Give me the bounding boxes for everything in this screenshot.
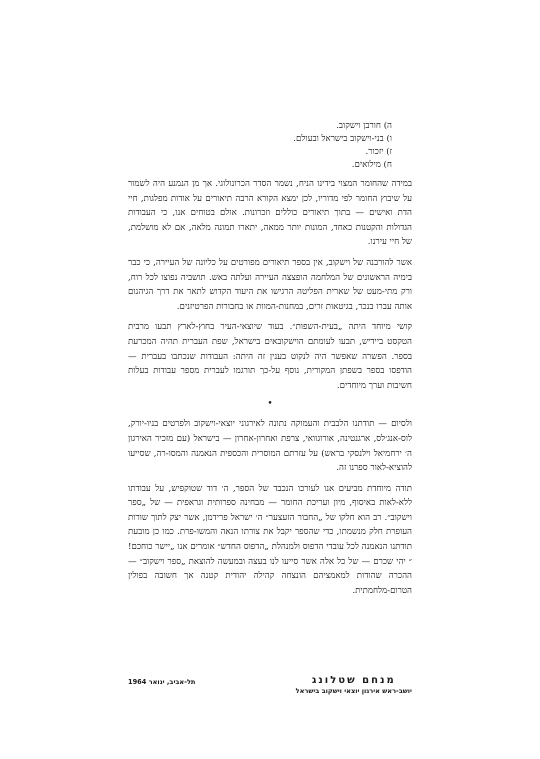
contents-item: ו) בני-וישקוב בישראל ובעולם. — [293, 134, 392, 144]
signature-date: תל-אביב, ינואר 1964 — [128, 678, 196, 686]
contents-list — [128, 120, 412, 172]
contents-item: ז) יזכור. — [365, 147, 392, 157]
signer — [296, 674, 412, 696]
paragraph-order: במידה שהחומר המצוי בידינו הניח, נשמר הסדר הכרונולוגי. אך מן הנמנע היה לשמור על שיבוץ החומר לפי מדוריו, לכן ימצא הקורא הרבה תיאורים על אודות מפלגות, חיי הדת ואישים — בתוך תיאורים כוללים וזכרונות. אולם בטוחים אנו, כי העבודות הגדולות והקטנות כאחד, המונות יותר ממאה, יתארו תמונה מלאה, אם לא מושלמת, של חיי עירנו. — [128, 179, 412, 248]
paragraph-destruction: אשר להורבנה של וישקוב, אין בספר תיאורים מפורטים על כליונה של העיירה, כי כבר בימיה הראשונים של המלחמה הופצצה העיירה ועלתה באש. תושביה נפוצו לכל רוח, ורק מתי-מעט של שארית הפליטה הרגישו את היעוד הקדוש לתאר את דרך הגיהנום אותה עברו בנכר, בגיטאות זרים, במחנות-המוות או בחבורות הפרטיזנים. — [128, 257, 412, 312]
contents-item: ה) חורבן וישקוב. — [336, 121, 392, 131]
contents-item: ח) מילואים. — [351, 160, 392, 170]
paragraph-thanks-editor: תודה מיוחדת מביעים אנו לעורכו הנכבד של הספר, ה׳ דוד שטוקפיש, על עבודתו ללא-לאות באיסוף, מיון ועריכת החומר — מבחינה ספרותית וגראפית — של „ספר וישקוב״. רב הוא חלקו של „החבור הזעצער״ ה׳ ישראל פרידמן, אשר יצק לתוך שורות העופרת חלק מנשמתו, כדי שהספר יקבל את צורתו הנאה והמשו-פרת. כמו כן מובעת תודתנו הנאמנה לכל עובדי הדפוס ולמנהלת „הדפוס החדש״ אומרים אנו „יישר כוחכם!״ יהי שכרם — של כל אלה אשר סייעו לנו בעצה ובמעשה להוצאת „ספר וישקוב״ — ההכרה שהודות למאמציהם הונצחה קהילה יהודית קטנה אך חשובה בפולין הטרום-מלחמתית. — [128, 483, 412, 596]
signer-name: מנחם שטלונג — [311, 675, 396, 686]
paragraph-languages: קושי מיוחד היתה „בעית-השפות״. בעוד שיוצאי-העיר בחוץ-לארץ תבעו מרבית הטקסט ביידיש, תבעו לעומתם הוישקובאים בישראל, שפת העברית תהיה המכרעת בספר. הפשרה שאפשר היה לנקוט בענין זה היתה: העבודות שנכתבו בעברית — הודפסו בספר בשפתן המקורית, נוסף על-כך תורגמו לעברית מספר עבודות בעלות חשיבות וערך מיוחדים. — [128, 322, 412, 391]
signer-role: יושב-ראש אירגון יוצאי וישקוב בישראל — [295, 687, 412, 695]
paragraph-thanks-organizations: ולסיום — תודתנו הלבבית והעמוקה נתונה לאירגוני יוצאי-וישקוב ולפרטים בניו-יורק, לוס-אנג׳לס, ארגנטינה, אורוגוואי, צרפת ואחרון-אחרון — בישראל (עם מזכיר האירגון ה׳ ירחמיאל וילנסקי בראש) על עזרתם המוסרית והכספית הנאמנה והמסו-רה, שסייעו להוציא-לאור ספרנו זה. — [128, 419, 412, 474]
text-block — [128, 120, 412, 604]
signature-block — [128, 674, 412, 696]
section-divider: • — [267, 399, 273, 410]
